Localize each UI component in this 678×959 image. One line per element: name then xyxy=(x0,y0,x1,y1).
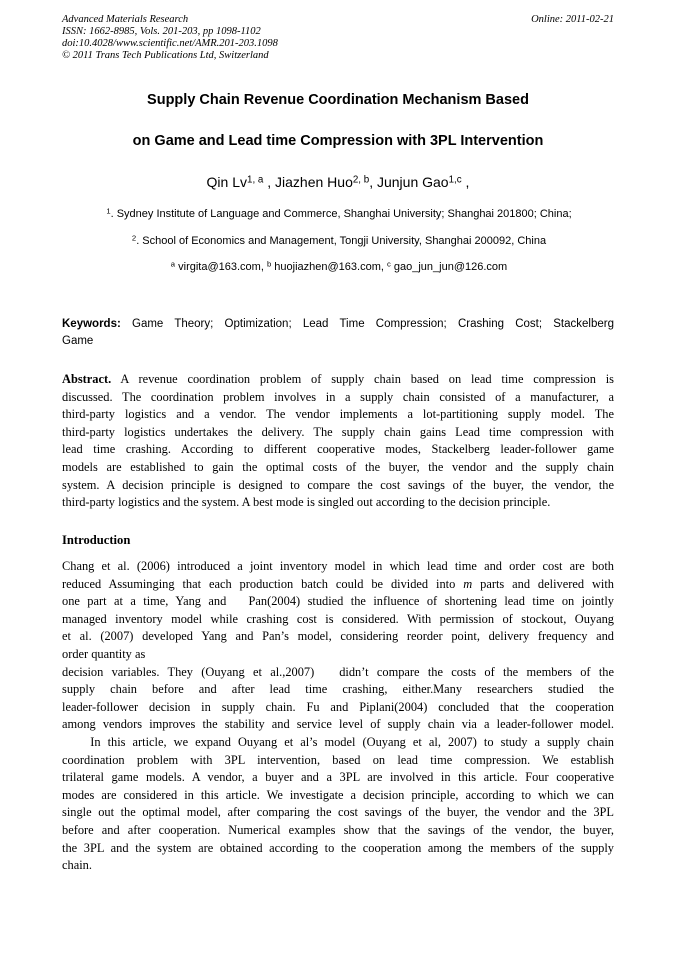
intro-line: coordination problem with 3PL intervention, based on lead time compression. We establish xyxy=(62,752,614,767)
intro-line xyxy=(62,576,614,594)
author-name: Junjun Gao xyxy=(376,174,449,190)
email-b: huojiazhen@163.com, xyxy=(274,261,384,273)
intro-line: modes are considered in this article. We investigate a decision principle, according to which we can xyxy=(62,787,614,802)
online-date: Online: 2011-02-21 xyxy=(531,14,614,25)
intro-line: supply chain before and after lead time crashing, either.Many researchers studied the xyxy=(62,682,614,697)
affiliation-sup: 2 xyxy=(131,233,137,243)
affiliation-text: . Sydney Institute of Language and Commerce, Shanghai University; Shanghai 201800; China; xyxy=(110,208,572,220)
keywords-label: Keywords: xyxy=(62,318,121,330)
paper-title-line-1: Supply Chain Revenue Coordination Mechanism Based xyxy=(147,92,529,108)
keywords-text-cont: Game xyxy=(62,334,94,347)
abstract-block xyxy=(62,371,614,512)
intro-text: parts and delivered with xyxy=(480,576,614,591)
author-affil-sup: 1, a xyxy=(247,174,264,186)
intro-line: before and after cooperation. Numerical examples show that the savings of the vendor, the buyer, xyxy=(62,822,614,837)
author-emails xyxy=(40,261,638,273)
email-c: gao_jun_jun@126.com xyxy=(393,261,508,273)
abstract-line: third-party logistics and the system. A best mode is singled out according to the decision principle. xyxy=(62,495,551,510)
affiliation-text: . School of Economics and Management, Tongji University, Shanghai 200092, China xyxy=(136,235,547,247)
intro-line: trilateral game models. A vendor, a buyer and a 3PL are involved in this article. Four cooperative xyxy=(62,770,614,785)
keywords-block xyxy=(62,316,614,349)
variable-m: m xyxy=(463,576,473,591)
affiliation-2 xyxy=(40,235,638,247)
abstract-line: A revenue coordination problem of supply chain based on lead time compression is xyxy=(120,372,614,386)
issn-line: ISSN: 1662-8985, Vols. 201-203, pp 1098-1102 xyxy=(62,26,261,37)
intro-text: reduced Assuminging that each production batch could be divided into xyxy=(62,576,456,591)
intro-line: In this article, we expand Ouyang et al’s model (Ouyang et al, 2007) to study a supply chain xyxy=(62,734,614,749)
author-name: Jiazhen Huo xyxy=(275,174,353,190)
abstract-line: models are established to gain the optimal costs of the buyer, the vendor and the supply chain xyxy=(62,459,614,474)
author-affil-sup: 1,c xyxy=(448,174,462,186)
intro-line: Chang et al. (2006) introduced a joint inventory model in which lead time and order cost are both xyxy=(62,559,614,573)
abstract-line: third-party logistics undertakes the delivery. The supply chain gains Lead time compression with xyxy=(62,424,614,439)
author-name: Qin Lv xyxy=(206,174,248,190)
copyright-line: © 2011 Trans Tech Publications Ltd, Switzerland xyxy=(62,50,269,61)
intro-line: single out the optimal model, after comparing the cost savings of the buyer, the vendor and the 3PL xyxy=(62,805,614,820)
paper-title-line-2: on Game and Lead time Compression with 3PL Intervention xyxy=(132,133,544,149)
intro-line: one part at a time, Yang and Pan(2004) studied the influence of shortening lead time on jointly xyxy=(62,594,614,609)
intro-line: managed inventory model while crashing cost is considered. With permission of stockout, Ouyang xyxy=(62,611,614,626)
email-sup: b xyxy=(266,259,272,269)
author-list: Qin Lv$^{1, a}$ , Jiazhen Huo$^{2, b}$, Junjun Gao$^{1,c}$ , xyxy=(206,174,470,190)
abstract-line: system. A decision principle is designed to compare the cost savings of the buyer, the vendor, the xyxy=(62,477,614,492)
journal-header xyxy=(62,14,614,62)
keywords-text: Game Theory; Optimization; Lead Time Compression; Crashing Cost; Stackelberg xyxy=(132,318,614,330)
abstract-line: third-party logistics and a vendor. The vendor implements a lot-partitioning supply model. The xyxy=(62,407,614,422)
intro-line: decision variables. They (Ouyang et al.,2007) didn’t compare the costs of the members of the xyxy=(62,664,614,679)
intro-line: order quantity as xyxy=(62,646,146,661)
email-sup: c xyxy=(386,259,391,269)
introduction-body xyxy=(62,558,614,875)
abstract-label: Abstract. xyxy=(62,372,112,386)
journal-name: Advanced Materials Research xyxy=(62,14,189,25)
author-affil-sup: 2, b xyxy=(352,174,370,186)
doi-line: doi:10.4028/www.scientific.net/AMR.201-203.1098 xyxy=(62,38,278,49)
intro-line: the 3PL and the system are obtained according to the cooperation among the members of the supply xyxy=(62,840,614,855)
intro-line: among vendors improves the stability and service level of supply chain via a leader-follower model. xyxy=(62,717,614,732)
email-sup: a xyxy=(170,259,176,269)
abstract-line: lead time crashing. According to different cooperative modes, Stackelberg leader-follower game xyxy=(62,442,614,457)
affiliation-sup: 1 xyxy=(106,206,111,216)
intro-line: chain. xyxy=(62,858,92,873)
email-a: virgita@163.com, xyxy=(178,261,264,273)
section-heading-introduction: Introduction xyxy=(62,533,131,547)
intro-line: et al. (2007) developed Yang and Pan’s model, considering reorder point, delivery frequency and xyxy=(62,629,614,644)
affiliation-1 xyxy=(40,208,638,220)
abstract-line: discussed. The coordination problem involves in a supply chain consisted of a manufacturer, a xyxy=(62,389,614,404)
intro-line: leader-follower decision in supply chain. Fu and Piplani(2004) concluded that the cooperation xyxy=(62,699,614,714)
